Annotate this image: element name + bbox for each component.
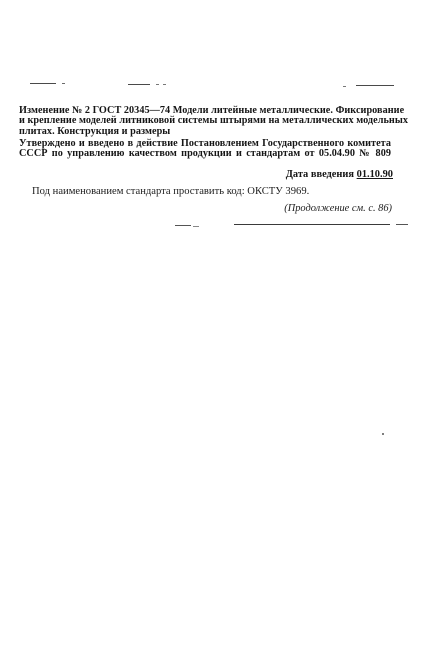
amendment-title-line: плитах. Конструкция и размеры — [19, 125, 171, 137]
bottom-rule-end — [396, 224, 408, 225]
top-rule-left — [30, 83, 56, 84]
top-rule-center-tick-2 — [163, 84, 166, 85]
approval-line: Утверждено и введено в действие Постановлением Государственного комитета — [19, 138, 391, 149]
amendment-instruction: Под наименованием стандарта проставить код: ОКСТУ 3969. — [32, 186, 310, 197]
continuation-note: (Продолжение см. с. 86) — [284, 203, 392, 214]
amendment-title-line: Изменение № 2 ГОСТ 20345—74 Модели литейные металлические. Фиксирование — [19, 105, 405, 116]
effective-date-value: 01.10.90 — [356, 169, 393, 180]
effective-date-label: Дата введения — [285, 169, 355, 180]
bottom-rule-short — [175, 225, 191, 226]
bottom-rule-long — [234, 224, 390, 225]
top-rule-right-tick — [343, 86, 346, 87]
top-rule-right — [356, 85, 394, 86]
amendment-title-line: и крепление моделей литниковой системы штырями на металлических модельных — [19, 115, 408, 127]
top-rule-center-tick-1 — [156, 84, 159, 85]
amendment-title — [19, 105, 408, 137]
top-rule-center — [128, 84, 150, 85]
top-rule-left-tick — [62, 83, 65, 84]
bottom-rule-short-tick — [193, 226, 199, 227]
effective-date — [286, 169, 393, 180]
approval-line: СССР по управлению качеством продукции и стандартам от 05.04.90 № 809 — [19, 148, 391, 160]
scan-speck — [382, 433, 384, 435]
approval-statement — [19, 139, 391, 160]
